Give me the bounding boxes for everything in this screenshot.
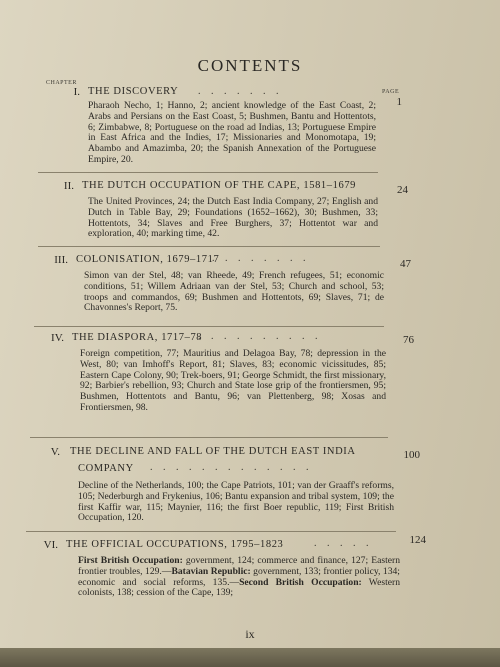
divider: [34, 326, 384, 327]
page-folio: ix: [245, 627, 255, 641]
chapter-title: THE DECLINE AND FALL OF THE DUTCH EAST INDIA: [70, 446, 356, 457]
page-edge-shadow: [0, 648, 500, 667]
page-column-label: PAGE: [382, 89, 400, 95]
chapter-page: 47: [400, 258, 411, 270]
section-label: Second British Occupation:: [239, 576, 362, 588]
section-label: Batavian Republic:: [171, 565, 251, 577]
leader-dots: . . . . . . . . . .: [198, 331, 322, 342]
divider: [30, 437, 388, 438]
chapter-title: THE DIASPORA, 1717–78: [72, 332, 203, 343]
chapter-page: 76: [403, 334, 414, 346]
divider: [38, 172, 378, 173]
chapter-title-continued: COMPANY: [78, 463, 134, 474]
chapter-title: THE OFFICIAL OCCUPATIONS, 1795–1823: [66, 539, 284, 550]
leader-dots: . . . . . . .: [198, 86, 283, 97]
chapter-summary: Decline of the Netherlands, 100; the Cape Patriots, 101; van der Graaff's reforms, 105; Nederburgh and Frykenius, 106; Bantu expansion and tribal system, 109; the first Kaffir war, 115; Maynier, 116; the first Boer republic, 119; First British Occupation, 120.: [78, 480, 394, 524]
chapter-page: 24: [397, 184, 408, 196]
chapter-summary: [78, 556, 400, 599]
chapter-title: COLONISATION, 1679–1717: [76, 254, 220, 265]
chapter-title: THE DISCOVERY: [88, 86, 179, 97]
section-text: government, 124; commerce and finance, 127; Eastern frontier troubles, 129.—: [78, 555, 400, 577]
chapter-summary: The United Provinces, 24; the Dutch East India Company, 27; English and Dutch in Table Bay, 29; Foundations (1652–1662), 30; Bushmen, 33; Hottentots, 34; Slaves and Free Burghers, 37; Hottentot war and exploration, 40; marking time, 42.: [88, 196, 378, 240]
divider: [38, 246, 380, 247]
section-text: government, 133; frontier policy, 134; economic and social reforms, 135.—: [78, 565, 400, 588]
contents-heading: CONTENTS: [197, 56, 303, 75]
chapter-summary: Simon van der Stel, 48; van Rheede, 49; French refugees, 51; economic conditions, 51; Willem Adriaan van der Stel, 53; Church and school, 53; troops and commandos, 69; Bushmen and Hottentots, 69; Slaves, 71; de Chavonnes's Report, 75.: [84, 270, 384, 314]
divider: [26, 531, 396, 532]
chapter-number: IV.: [51, 332, 64, 344]
chapter-page: 100: [403, 449, 420, 461]
section-label: First British Occupation:: [78, 555, 183, 566]
leader-dots: . . . . . . . .: [212, 253, 310, 264]
leader-dots: . . . . .: [314, 538, 373, 549]
chapter-number: III.: [54, 254, 68, 266]
chapter-number: II.: [63, 180, 74, 192]
leader-dots: . . . . . . . . . . . . .: [150, 462, 313, 473]
chapter-number: VI.: [43, 539, 58, 551]
chapter-page: 124: [409, 534, 426, 546]
section-text: Western colonists, 138; cession of the Cape, 139;: [78, 576, 401, 599]
chapter-summary: Pharaoh Necho, 1; Hanno, 2; ancient knowledge of the East Coast, 2; Arabs and Persians on the East Coast, 5; Bushmen, Bantu and Hottentots, 6; Zimbabwe, 8; Portuguese on the road ad Indias, 13; Portuguese Empire in East Africa and the Indies, 17; Missionaries and Monomotapa, 19; Abambo and Amazimba, 20; the Spanish Annexation of the Portuguese Empire, 20.: [88, 100, 376, 165]
chapter-summary: Foreign competition, 77; Mauritius and Delagoa Bay, 78; depression in the West, 80; van Imhoff's Report, 81; Slaves, 83; economic vicissitudes, 85; Eastern Cape Colony, 90; Trek-boers, 91; George Schmidt, the first missionary, 92; Barbier's rebellion, 93; Church and State lose grip of the frontiersmen, 95; Bushmen, Hottentots and Bantu, 96; van Plettenberg, 98; Xosas and Frontiersmen, 98.: [80, 348, 386, 413]
chapter-title: THE DUTCH OCCUPATION OF THE CAPE, 1581–1679: [82, 180, 357, 191]
chapter-column-label: CHAPTER: [46, 80, 77, 86]
chapter-number: V.: [50, 446, 60, 458]
chapter-page: 1: [396, 96, 402, 108]
chapter-number: I.: [73, 86, 80, 98]
